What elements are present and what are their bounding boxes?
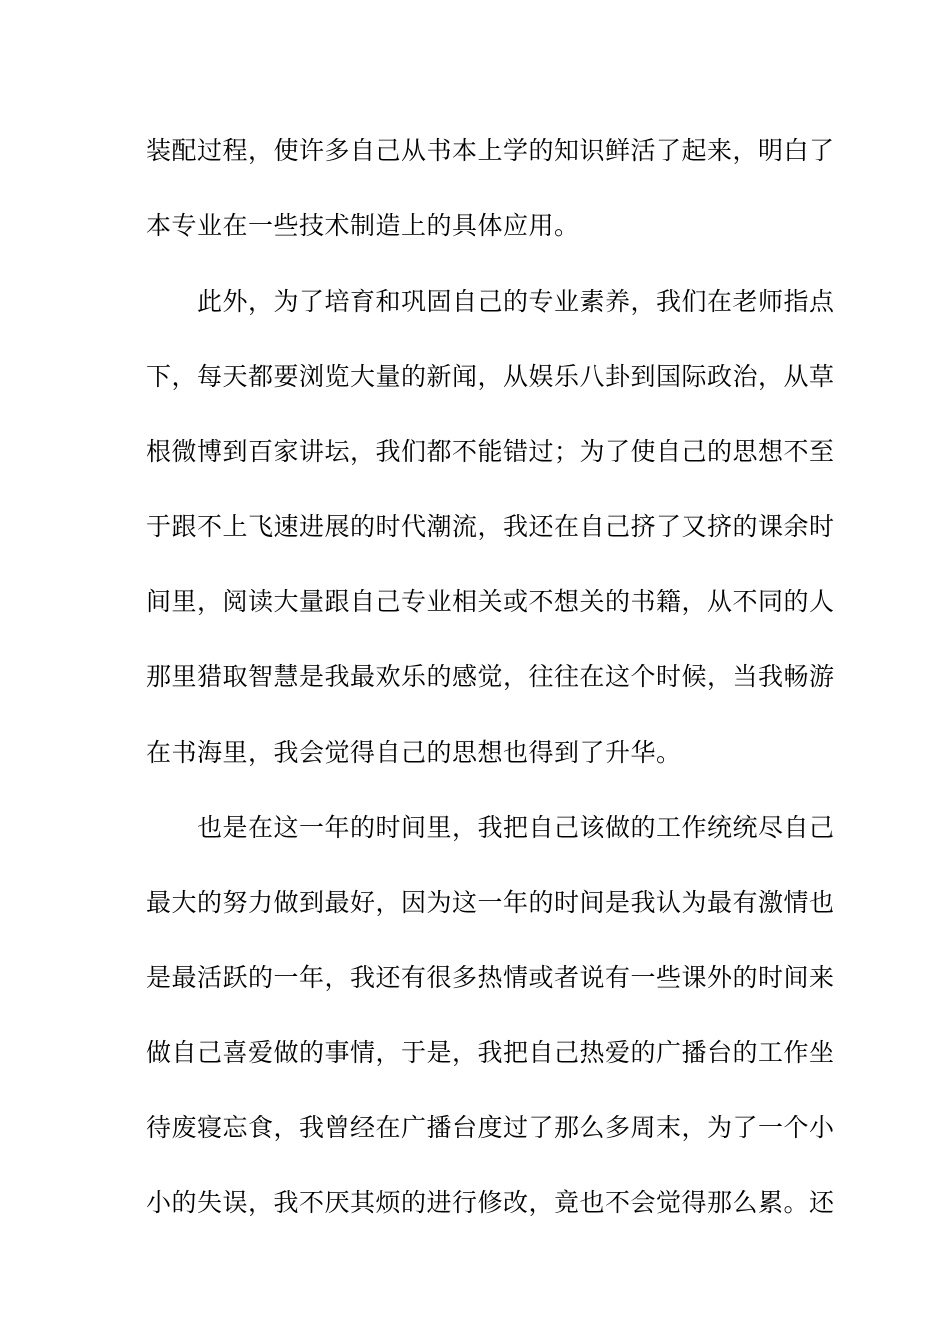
text-line: 是最活跃的一年，我还有很多热情或者说有一些课外的时间来: [146, 963, 835, 992]
text-line: 最大的努力做到最好，因为这一年的时间是我认为最有激情也: [146, 888, 835, 917]
text-line: 根微博到百家讲坛，我们都不能错过；为了使自己的思想不至: [146, 437, 835, 466]
text-line: 待废寝忘食，我曾经在广播台度过了那么多周末，为了一个小: [146, 1113, 835, 1142]
text-line: 做自己喜爱做的事情，于是，我把自己热爱的广播台的工作坐: [146, 1038, 835, 1067]
text-line: 小的失误，我不厌其烦的进行修改，竟也不会觉得那么累。还: [146, 1188, 835, 1217]
text-line: 于跟不上飞速进展的时代潮流，我还在自己挤了又挤的课余时: [146, 512, 835, 541]
text-line: 装配过程，使许多自己从书本上学的知识鲜活了起来，明白了: [146, 136, 835, 165]
text-line: 间里，阅读大量跟自己专业相关或不想关的书籍，从不同的人: [146, 587, 835, 616]
text-line: 在书海里，我会觉得自己的思想也得到了升华。: [146, 738, 682, 767]
text-line: 此外，为了培育和巩固自己的专业素养，我们在老师指点: [146, 287, 835, 316]
text-line: 也是在这一年的时间里，我把自己该做的工作统统尽自己: [146, 813, 835, 842]
text-line: 那里猎取智慧是我最欢乐的感觉，往往在这个时候，当我畅游: [146, 662, 835, 691]
text-line: 下，每天都要浏览大量的新闻，从娱乐八卦到国际政治，从草: [146, 362, 835, 391]
text-line: 本专业在一些技术制造上的具体应用。: [146, 211, 580, 240]
